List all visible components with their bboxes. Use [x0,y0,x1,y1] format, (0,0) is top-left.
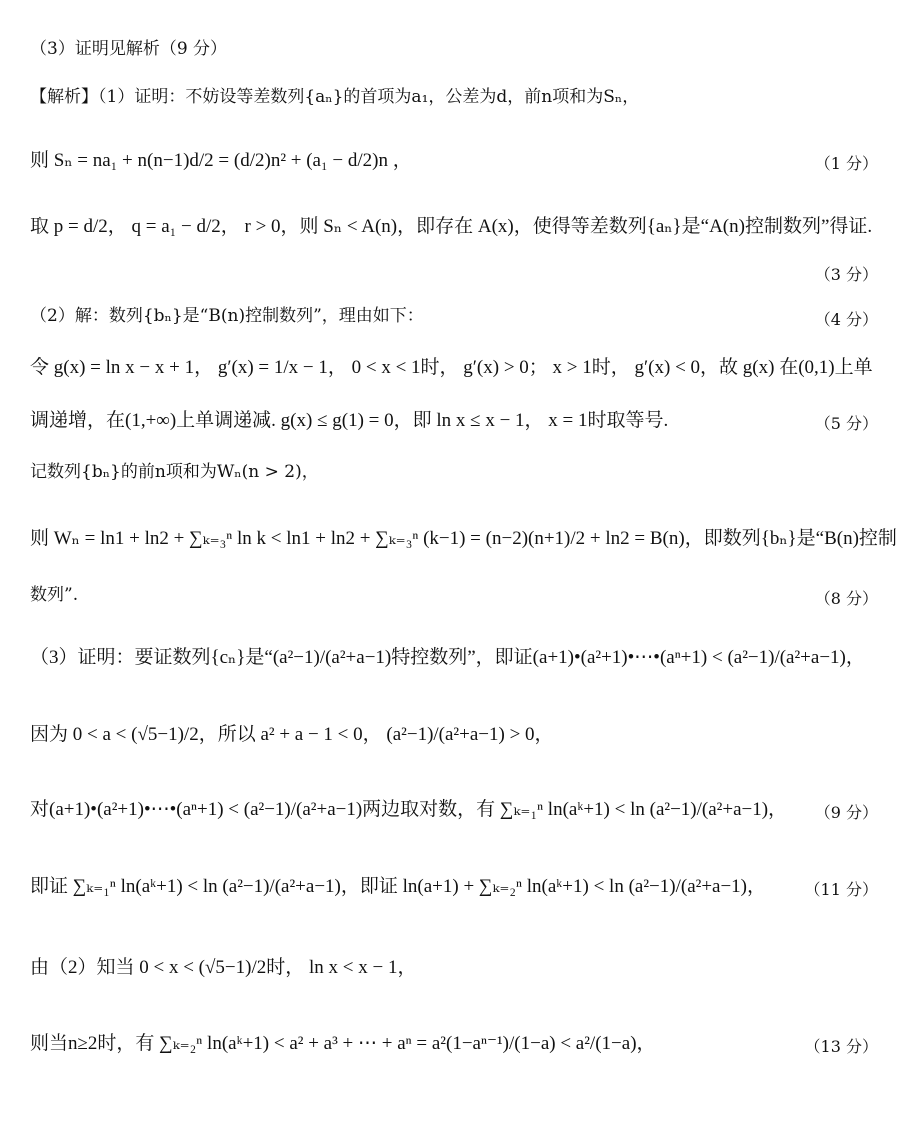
score-11: （11 分） [804,880,878,899]
score-3: （3 分） [814,265,878,284]
score-8: （8 分） [814,589,878,608]
line-sn-formula: 则 Sₙ = na₁ + n(n−1)d/2 = (d/2)n² + (a₁ − d/2)n ， [30,150,412,171]
line-take-log: 对(a+1)•(a²+1)•⋯•(aⁿ+1) < (a²−1)/(a²+a−1)两边取对数，有 ∑ₖ₌₁ⁿ ln(aᵏ+1) < ln (a²−1)/(a²+a−1)， [30,799,788,820]
score-4: （4 分） [814,310,878,329]
score-5: （5 分） [814,414,878,433]
line-wn-bound: 则 Wₙ = ln1 + ln2 + ∑ₖ₌₃ⁿ ln k < ln1 + ln2 + ∑ₖ₌₃ⁿ (k−1) = (n−2)(n+1)/2 + ln2 = B(n)，即数列{bₙ}是“B(n)控制 [30,528,897,549]
line-part3-goal: （3）证明：要证数列{cₙ}是“(a²−1)/(a²+a−1)特控数列”，即证(a+1)•(a²+1)•⋯•(aⁿ+1) < (a²−1)/(a²+a−1)， [30,647,865,668]
line-because-a: 因为 0 < a < (√5−1)/2，所以 a² + a − 1 < 0， (a²−1)/(a²+a−1) > 0， [30,724,554,745]
line-monotonic: 调递增，在(1,+∞)上单调递减. g(x) ≤ g(1) = 0，即 ln x ≤ x − 1， x = 1时取等号. [30,410,669,431]
line-analysis-intro: 【解析】（1）证明：不妨设等差数列{aₙ}的首项为a₁，公差为d，前n项和为Sₙ， [30,87,640,107]
line-define-g: 令 g(x) = ln x − x + 1， g′(x) = 1/x − 1， 0 < x < 1时， g′(x) > 0； x > 1时， g′(x) < 0，故 g(x) 在(0,1)上单 [30,357,873,378]
line-wn-conclusion: 数列”. [30,585,79,605]
line-sum-bound: 则当n≥2时，有 ∑ₖ₌₂ⁿ ln(aᵏ+1) < a² + a³ + ⋯ + aⁿ = a²(1−aⁿ⁻¹)/(1−a) < a²/(1−a)， [30,1033,656,1054]
score-13: （13 分） [804,1037,878,1056]
line-define-wn: 记数列{bₙ}的前n项和为Wₙ(n > 2)， [30,462,319,482]
score-9: （9 分） [814,803,878,822]
line-part3-summary: （3）证明见解析（9 分） [30,39,228,59]
line-part2-claim: （2）解：数列{bₙ}是“B(n)控制数列”，理由如下： [30,306,424,326]
line-equivalent: 即证 ∑ₖ₌₁ⁿ ln(aᵏ+1) < ln (a²−1)/(a²+a−1)，即证 ln(a+1) + ∑ₖ₌₂ⁿ ln(aᵏ+1) < ln (a²−1)/(a²+a−1)， [30,876,767,897]
line-by-part2: 由（2）知当 0 < x < (√5−1)/2时， ln x < x − 1， [30,957,417,978]
line-choose-pqr: 取 p = d/2， q = a₁ − d/2， r > 0，则 Sₙ < A(n)，即存在 A(x)，使得等差数列{aₙ}是“A(n)控制数列”得证. [30,216,873,237]
score-1: （1 分） [814,154,878,173]
